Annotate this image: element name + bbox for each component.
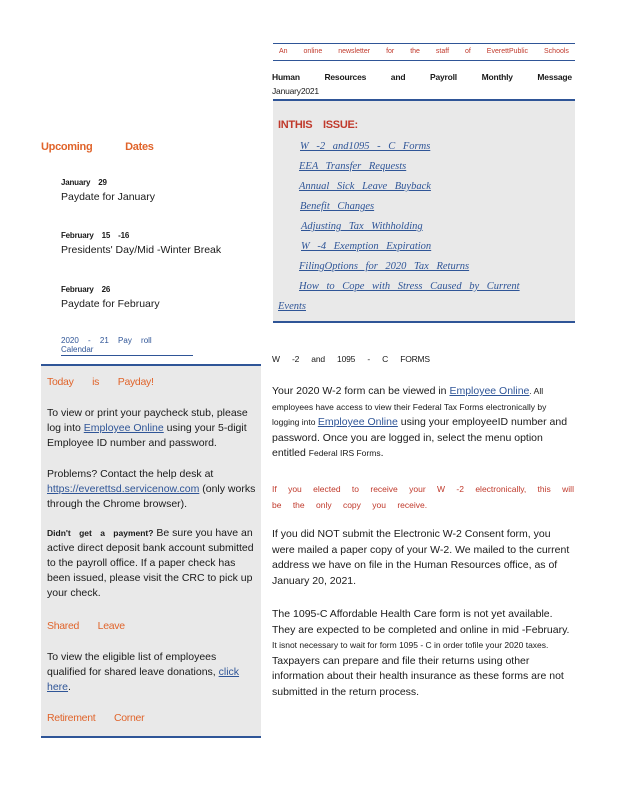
- help-desk-paragraph: Problems? Contact the help desk at https://everettsd.servicenow.com (only works through the Chrome browser).: [47, 468, 256, 510]
- banner-word: EverettPublic: [486, 48, 529, 55]
- event-description: Paydate for February: [61, 298, 160, 310]
- banner-word: staff: [435, 48, 450, 55]
- shared-leave-title: Shared Leave: [47, 620, 125, 632]
- issue-link-eea-transfer[interactable]: EEA Transfer Requests: [299, 161, 407, 172]
- payroll-calendar-link[interactable]: 2020 - 21 Pay roll Calendar: [61, 336, 193, 356]
- banner-word: online: [303, 48, 323, 55]
- title-word: Resources: [324, 72, 367, 82]
- banner-word: the: [410, 48, 420, 55]
- w2-section-heading: W -2 and 1095 - C FORMS: [272, 354, 430, 364]
- in-this-issue-box: [273, 99, 575, 323]
- title-word: Message: [537, 72, 572, 82]
- event-date: February 26: [61, 285, 111, 294]
- title-word: Monthly: [481, 72, 513, 82]
- upcoming-dates-title: Upcoming Dates: [41, 141, 154, 153]
- newsletter-title: [272, 72, 572, 82]
- employee-online-link[interactable]: Employee Online: [317, 416, 398, 428]
- title-word: Payroll: [429, 72, 457, 82]
- missing-payment-paragraph: Didn't get a payment? Be sure you have an active direct deposit bank account submitted to the payroll office. If a paper check has been issued, please visit the CRC to pick up your check.: [47, 527, 254, 599]
- issue-link-tax-withholding[interactable]: Adjusting Tax Withholding: [301, 221, 423, 232]
- help-desk-link[interactable]: https://everettsd.servicenow.com: [47, 483, 200, 495]
- issue-link-sick-leave[interactable]: Annual Sick Leave Buyback: [299, 181, 431, 192]
- title-word: Human: [272, 72, 300, 82]
- issue-link-benefit-changes[interactable]: Benefit Changes: [300, 201, 375, 212]
- newsletter-banner: [273, 43, 575, 61]
- paper-w2-paragraph: If you did NOT submit the Electronic W-2 Consent form, you were mailed a paper copy of your W-2. We mailed to the current address we have on file in the Human Resources office, as of January 20, 2021.: [272, 528, 570, 587]
- issue-link-w4-exemption[interactable]: W -4 Exemption Expiration: [301, 241, 432, 252]
- title-word: and: [390, 72, 406, 82]
- payday-paragraph: To view or print your paycheck stub, please log into Employee Online using your 5-digit Employee ID number and password.: [47, 407, 248, 449]
- form-1095c-paragraph: The 1095-C Affordable Health Care form is not yet available. They are expected to be completed and online in mid -February. It isnot necessary to wait for form 1095 - C in order tofile your 2020 taxes. Taxpayers can prepare and file their returns using other information about their health insurance as these forms are not submitted in the return process.: [272, 608, 570, 698]
- issue-link-events[interactable]: Events: [278, 301, 306, 312]
- banner-word: for: [386, 48, 395, 55]
- w2-paragraph: Your 2020 W-2 form can be viewed in Employee Online. All employees have access to view their Federal Tax Forms electronically by logging into Employee Online using your employeeID number and password. Once you are logged in, select the menu option entitled Federal IRS Forms.: [272, 385, 568, 459]
- newsletter-date: January2021: [272, 86, 319, 96]
- issue-link-filing-options[interactable]: FilingOptions for 2020 Tax Returns: [299, 261, 470, 272]
- issue-link-stress[interactable]: How to Cope with Stress Caused by Current: [299, 281, 520, 292]
- event-date: February 15 -16: [61, 231, 130, 240]
- event-description: Presidents' Day/Mid -Winter Break: [61, 244, 222, 256]
- employee-online-link[interactable]: Employee Online: [83, 422, 164, 434]
- left-sidebar-box: [41, 364, 261, 738]
- shared-leave-paragraph: To view the eligible list of employees qualified for shared leave donations, click here.: [47, 651, 240, 693]
- shared-leave-click-here-link[interactable]: click here: [47, 666, 240, 693]
- banner-word: An: [279, 48, 288, 55]
- retirement-corner-title: Retirement Corner: [47, 712, 145, 724]
- event-description: Paydate for January: [61, 191, 155, 203]
- w2-electronic-note: If you elected to receive your W -2 electronically, this will be the only copy you receive.: [272, 484, 574, 510]
- payday-title: Today is Payday!: [47, 376, 154, 388]
- issue-link-w2[interactable]: W -2 and1095 - C Forms: [300, 141, 431, 152]
- banner-word: Schools: [544, 48, 569, 55]
- event-date: January 29: [61, 178, 107, 187]
- banner-word: newsletter: [338, 48, 371, 55]
- employee-online-link[interactable]: Employee Online: [449, 385, 530, 397]
- in-this-issue-title: INTHIS ISSUE:: [278, 119, 358, 131]
- banner-word: of: [464, 48, 471, 55]
